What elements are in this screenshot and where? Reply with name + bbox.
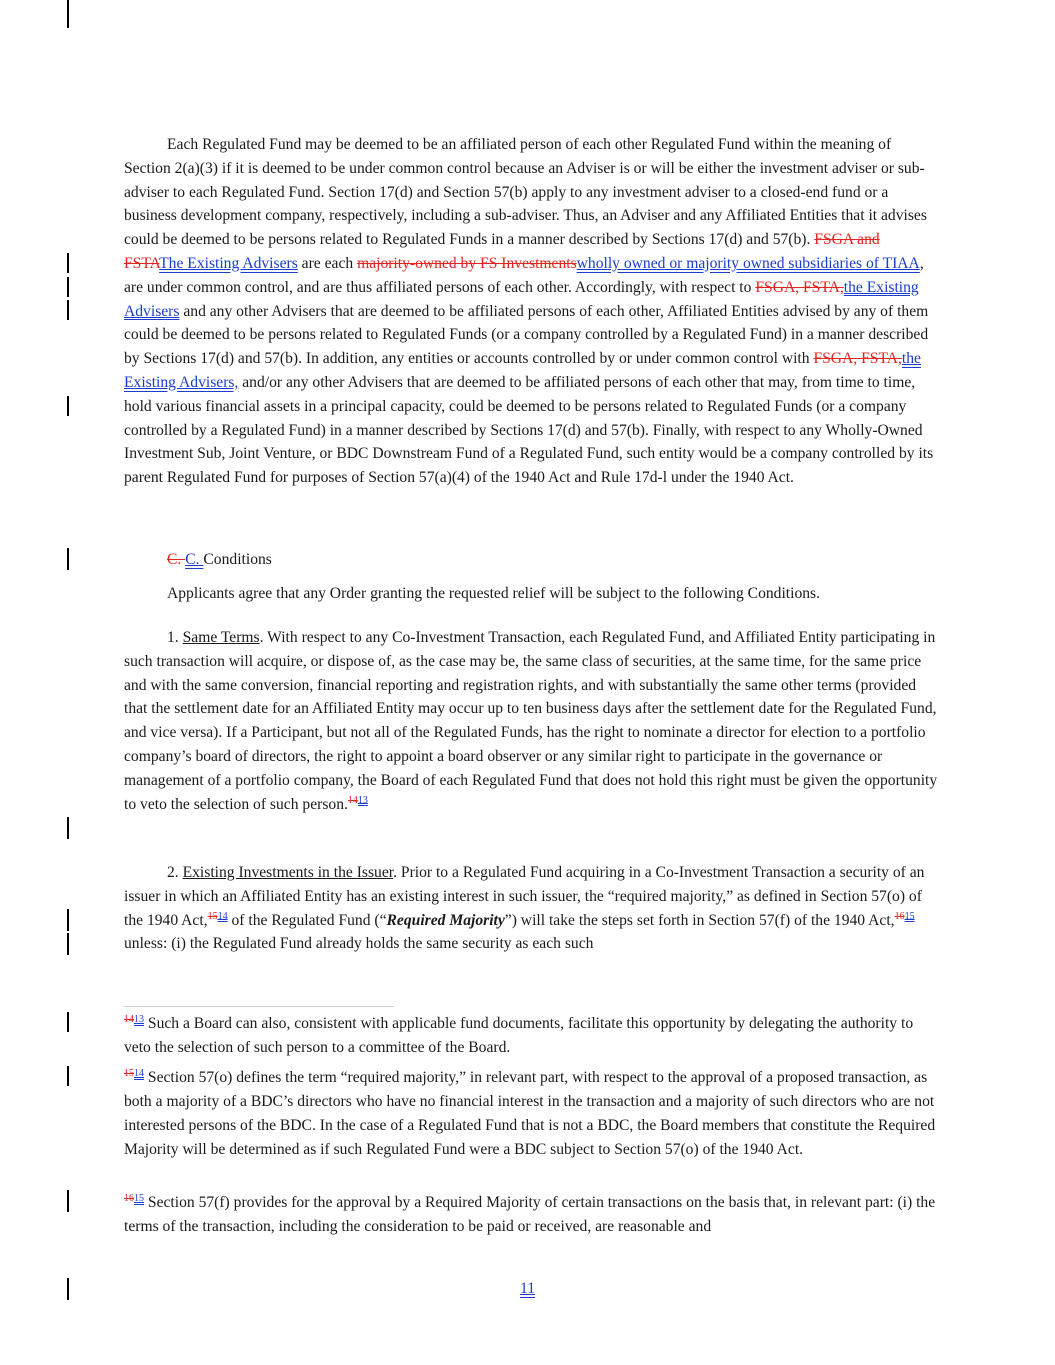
footnote-number-inserted: 14 xyxy=(134,1067,144,1079)
footnote-number-inserted: 13 xyxy=(134,1013,144,1025)
footnote xyxy=(124,1066,939,1162)
inserted-text: the Existing Advisers, xyxy=(124,350,921,391)
footnote-ref-inserted[interactable]: 15 xyxy=(904,910,915,922)
footnote-ref-deleted: 16 xyxy=(894,910,905,922)
footnote-number-deleted: 16 xyxy=(124,1192,134,1204)
text: ”) will take the steps set forth in Section 57(f) of the 1940 Act, xyxy=(504,911,895,929)
change-bar xyxy=(67,548,69,570)
inserted-text: C. xyxy=(185,551,204,568)
text: Applicants agree that any Order granting the requested relief will be subject to the following Conditions. xyxy=(167,585,821,602)
change-bar xyxy=(67,300,69,320)
defined-term: Required Majority xyxy=(386,911,505,929)
change-bar xyxy=(67,277,69,297)
change-bar xyxy=(67,396,69,416)
condition-title: Existing Investments in the Issuer xyxy=(182,864,394,881)
condition-2 xyxy=(124,861,939,956)
text: of the Regulated Fund (“ xyxy=(227,911,387,929)
inserted-text: wholly owned or majority owned subsidiaries of TIAA xyxy=(576,254,920,272)
text: Each Regulated Fund may be deemed to be an affiliated person of each other Regulated Fund within the meaning of Section 2(a)(3) if it is deemed to be under common control because an Adviser is or will be either the investment adviser or sub-adviser to each Regulated Fund. Section 17(d) and Section 57(b) apply to any investment adviser to a closed-end fund or a business development company, respectively, including a sub-adviser. Thus, an Adviser and any Affiliated Entities that it advises could be deemed to be persons related to Regulated Funds in a manner described by Sections 17(d) and 57(b). xyxy=(124,136,927,249)
paragraph-affiliation xyxy=(124,133,939,490)
footnote-number-inserted: 15 xyxy=(134,1192,144,1204)
deleted-text: FSGA, FSTA, xyxy=(755,278,844,296)
change-bar xyxy=(67,909,69,931)
condition-number: 2. xyxy=(167,864,183,881)
condition-1 xyxy=(124,626,939,816)
deleted-text: FSGA and FSTA xyxy=(124,231,880,272)
text: . Prior to a Regulated Fund acquiring in a Co-Investment Transaction a security of an issuer in which an Affiliated Entity has an existing interest in such issuer, the “required majority,” as defined in Section 57(o) of the 1940 Act, xyxy=(124,864,925,929)
change-bar xyxy=(67,1190,69,1212)
footnote-number-deleted: 14 xyxy=(124,1013,134,1025)
paragraph-conditions-intro xyxy=(124,582,939,606)
change-bar xyxy=(67,817,69,839)
deleted-text: majority-owned by FS Investments xyxy=(357,254,577,272)
text: are each xyxy=(297,254,358,272)
text: unless: (i) the Regulated Fund already holds the same security as each such xyxy=(124,935,594,953)
heading-text: Conditions xyxy=(203,551,272,568)
page-number xyxy=(0,1280,1055,1298)
footnote xyxy=(124,1191,939,1239)
footnote-text: Section 57(o) defines the term “required majority,” in relevant part, with respect to the approval of a proposed transaction, as both a majority of a BDC’s directors who have no financial interest in the transaction and a majority of such directors who are not interested persons of the BDC. In the case of a Regulated Fund that is not a BDC, the Board members that constitute the Required Majority will be determined as if such Regulated Fund were a BDC subject to Section 57(o) of the 1940 Act. xyxy=(124,1069,936,1158)
section-heading xyxy=(124,548,939,572)
footnote-ref-inserted[interactable]: 14 xyxy=(217,910,228,922)
deleted-text: C. xyxy=(167,551,186,568)
condition-title: Same Terms xyxy=(182,629,260,646)
change-bar xyxy=(67,253,69,273)
footnote-text: Section 57(f) provides for the approval by a Required Majority of certain transactions on the basis that, in relevant part: (i) the terms of the transaction, including the consideration to be paid or received, are reasonable and xyxy=(124,1194,936,1235)
deleted-text: FSGA, FSTA, xyxy=(813,350,902,368)
text: and/or any other Advisers that are deemed to be affiliated persons of each other that may, from time to time, hold various financial assets in a principal capacity, could be deemed to be persons related to Regulated Funds (or a company controlled by a Regulated Fund) in a manner described by Sections 17(d) and 57(b). Finally, with respect to any Wholly-Owned Investment Sub, Joint Venture, or BDC Downstream Fund of a Regulated Fund, such entity would be a company controlled by its parent Regulated Fund for purposes of Section 57(a)(4) of the 1940 Act and Rule 17d-l under the 1940 Act. xyxy=(124,373,934,487)
inserted-text: The Existing Advisers xyxy=(159,254,298,272)
text: , are under common control, and are thus affiliated persons of each other. Accordingly, with respect to xyxy=(124,254,924,296)
footnote-ref-deleted: 14 xyxy=(347,794,358,806)
inserted-text: the Existing Advisers xyxy=(124,278,919,320)
condition-number: 1. xyxy=(167,629,183,646)
footnote xyxy=(124,1012,939,1060)
change-bar xyxy=(67,1012,69,1032)
footnote-ref-inserted[interactable]: 13 xyxy=(357,794,368,806)
footnote-number-deleted: 15 xyxy=(124,1067,134,1079)
text: and any other Advisers that are deemed to be affiliated persons of each other, Affiliated Entities advised by any of them could be deemed to be persons related to Regulated Funds (or a company controlled by a Regulated Fund) in a manner described by Sections 17(d) and 57(b). In addition, any entities or accounts controlled by or under common control with xyxy=(124,302,929,368)
change-bar xyxy=(67,933,69,955)
footnote-ref-deleted: 15 xyxy=(207,910,218,922)
page-number-text: 11 xyxy=(519,1280,535,1297)
text: . With respect to any Co-Investment Transaction, each Regulated Fund, and Affiliated Entity participating in such transaction will acquire, or dispose of, as the case may be, the same class of securities, at the same time, for the same price and with the same conversion, financial reporting and registration rights, and with substantially the same other terms (provided that the settlement date for an Affiliated Entity may occur up to ten business days after the settlement date for the Regulated Fund, and vice versa). If a Participant, but not all of the Regulated Funds, has the right to nominate a director for election to a portfolio company’s board of directors, the right to appoint a board observer or any similar right to participate in the governance or management of a portfolio company, the Board of each Regulated Fund that does not hold this right must be given the opportunity to veto the selection of such person. xyxy=(124,629,938,813)
footnote-separator xyxy=(124,1006,394,1007)
change-bar xyxy=(67,0,69,28)
footnote-text: Such a Board can also, consistent with applicable fund documents, facilitate this opportunity by delegating the authority to veto the selection of such person to a committee of the Board. xyxy=(124,1015,914,1056)
change-bar xyxy=(67,1066,69,1086)
